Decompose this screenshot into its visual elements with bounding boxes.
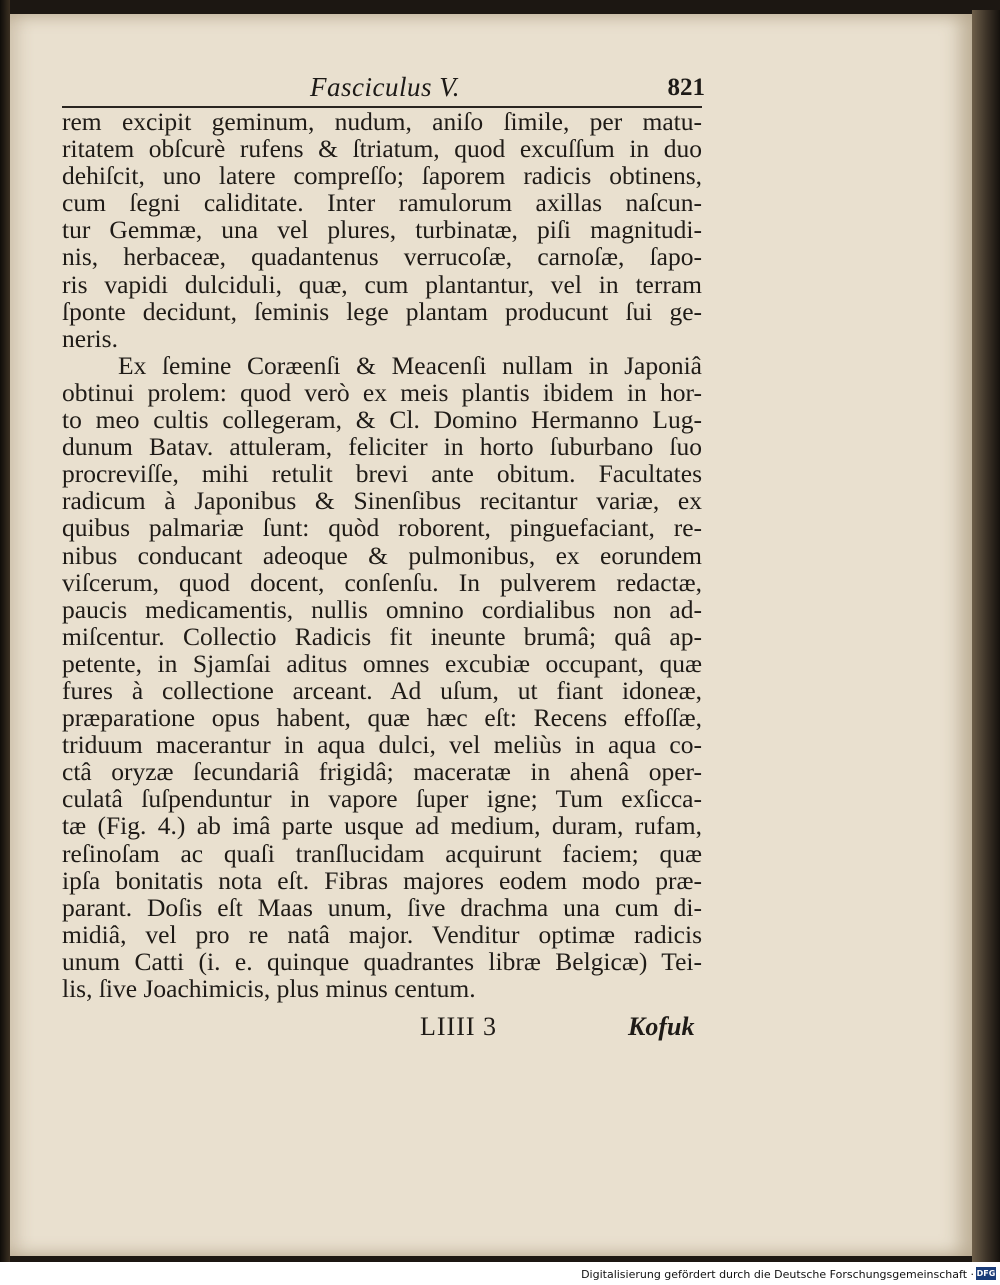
text-line: tur Gemmæ, una vel plures, turbinatæ, piſi magnitudi-	[62, 215, 702, 245]
catchword: Kofuk	[628, 1012, 695, 1041]
signature-mark: LIIII 3	[420, 1012, 498, 1041]
text-line: tæ (Fig. 4.) ab imâ parte usque ad medium, duram, rufam,	[62, 811, 702, 841]
binding-edge	[0, 0, 10, 1262]
text-line: parant. Doſis eſt Maas unum, ſive drachma una cum di-	[62, 892, 702, 922]
text-line: dunum Batav. attuleram, feliciter in horto ſuburbano ſuo	[62, 432, 702, 462]
text-line: paucis medicamentis, nullis omnino cordialibus non ad-	[62, 594, 702, 624]
page-header	[60, 70, 705, 106]
text-line: Ex ſemine Coræenſi & Meacenſi nullam in Japoniâ	[118, 350, 702, 380]
text-line: midiâ, vel pro re natâ major. Venditur optimæ radicis	[62, 919, 702, 949]
text-line: nis, herbaceæ, quadantenus verrucoſæ, carnoſæ, ſapo-	[62, 242, 702, 272]
text-line: cum ſegni caliditate. Inter ramulorum axillas naſcun-	[62, 188, 702, 218]
text-line: ipſa bonitatis nota eſt. Fibras majores eodem modo præ-	[62, 865, 702, 895]
text-line: dehiſcit, uno latere compreſſo; ſaporem radicis obtinens,	[62, 161, 702, 191]
text-line: unum Catti (i. e. quinque quadrantes libræ Belgicæ) Tei-	[62, 946, 702, 976]
text-line: viſcerum, quod docent, conſenſu. In pulverem redactæ,	[62, 567, 702, 597]
main-text	[62, 108, 702, 1002]
text-line: quibus palmariæ ſunt: quòd roborent, pinguefaciant, re-	[62, 513, 702, 543]
text-line: miſcentur. Collectio Radicis fit ineunte brumâ; quâ ap-	[62, 621, 702, 651]
text-line: præparatione opus habent, quæ hæc eſt: Recens effoſſæ,	[62, 703, 702, 733]
text-line: ris vapidi dulciduli, quæ, cum plantantur, vel in terram	[62, 269, 702, 299]
text-line: ritatem obſcurè rufens & ſtriatum, quod excuſſum in duo	[62, 134, 702, 164]
text-line: radicum à Japonibus & Sinenſibus recitantur variæ, ex	[62, 486, 702, 516]
page-number: 821	[667, 74, 705, 101]
text-line: lis, ſive Joachimicis, plus minus centum.	[62, 974, 476, 1003]
text-line: petente, in Sjamſai aditus omnes excubiæ occupant, quæ	[62, 648, 702, 678]
text-line: ſponte decidunt, ſeminis lege plantam producunt ſui ge-	[62, 296, 702, 326]
text-line: fures à collectione arceant. Ad uſum, ut fiant idoneæ,	[62, 675, 702, 705]
text-line: rem excipit geminum, nudum, aniſo ſimile, per matu-	[62, 107, 702, 136]
text-line: culatâ ſuſpenduntur in vapore ſuper igne; Tum exſicca-	[62, 784, 702, 814]
page-fold-shadow	[972, 10, 1000, 1262]
text-line: nibus conducant adeoque & pulmonibus, ex eorundem	[62, 540, 702, 570]
text-line: to meo cultis collegeram, & Cl. Domino Hermanno Lug-	[62, 405, 702, 435]
text-line: neris.	[62, 323, 118, 353]
text-line: triduum macerantur in aqua dulci, vel meliùs in aqua co-	[62, 730, 702, 760]
running-title: Fasciculus V.	[310, 72, 460, 102]
digitization-credit: Digitalisierung gefördert durch die Deutsche Forschungsgemeinschaft ·	[581, 1268, 974, 1281]
dfg-logo-icon: DFG	[976, 1269, 996, 1278]
text-line: ctâ oryzæ ſecundariâ frigidâ; maceratæ in ahenâ oper-	[62, 757, 702, 787]
text-line: procreviſſe, mihi retulit brevi ante obitum. Facultates	[62, 459, 702, 489]
text-line: obtinui prolem: quod verò ex meis plantis ibidem in hor-	[62, 377, 702, 407]
text-line: reſinoſam ac quaſi tranſlucidam acquirunt faciem; quæ	[62, 838, 702, 868]
